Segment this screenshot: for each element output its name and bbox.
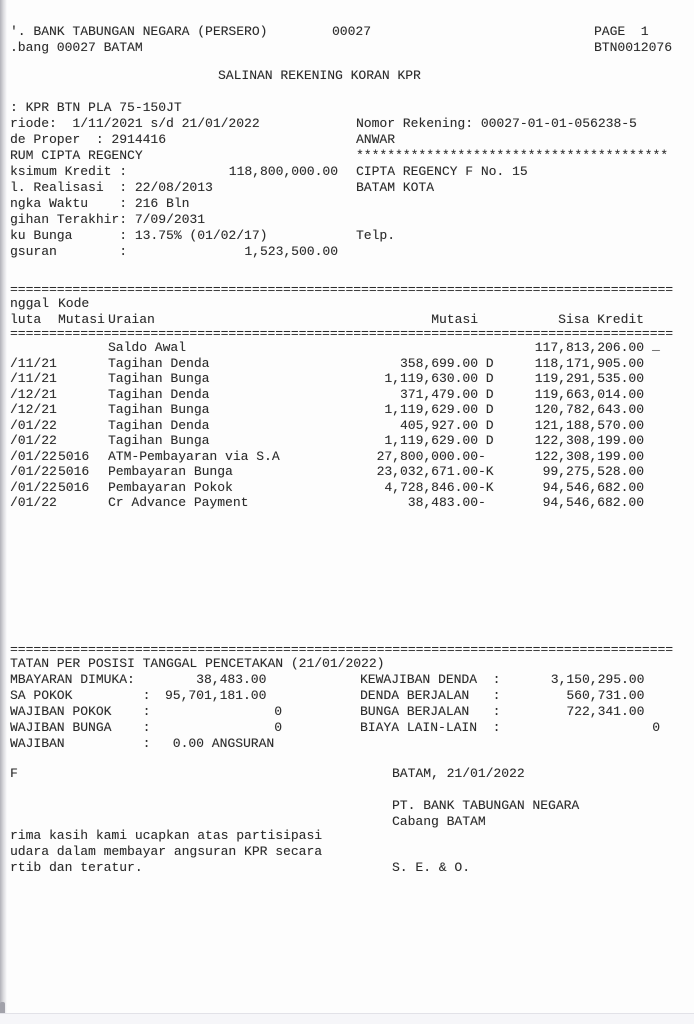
cell-kode (58, 418, 108, 434)
summary-right-label: BUNGA BERJALAN : (360, 704, 501, 719)
document-title: SALINAN REKENING KORAN KPR (218, 68, 421, 83)
table-header-row-1 (10, 296, 644, 312)
table-row (10, 495, 644, 511)
summary-row (10, 672, 684, 688)
table-row (10, 464, 644, 480)
summary-left-value: 95,701,181.00 (164, 688, 282, 703)
table-row (10, 449, 644, 465)
telp-label: Telp. (356, 228, 396, 243)
bank-name-line: '. BANK TABUNGAN NEGARA (PERSERO) (10, 24, 268, 39)
cell-uraian: Tagihan Denda (108, 386, 210, 402)
cell-sisa-kredit: 122,308,199.00 (534, 448, 644, 464)
summary-right-label: DENDA BERJALAN : (360, 688, 501, 703)
cell-dk: D (478, 386, 494, 402)
cell-kode: 5016 (58, 448, 90, 464)
summary-left-label: SA POKOK : (10, 688, 151, 703)
cell-dk: D (478, 417, 494, 433)
header-mutasi-amount: Mutasi (431, 312, 478, 327)
summary-right-value: 722,341.00 (566, 704, 660, 719)
cell-mutasi: 371,479.00 (399, 386, 478, 402)
header-valuta: luta (10, 312, 42, 327)
summary-row (10, 704, 684, 720)
thanks-line-2: udara dalam membayar angsuran KPR secara (10, 844, 323, 859)
angsuran-row (10, 244, 338, 260)
cell-dk: D (478, 371, 494, 386)
cell-sisa-kredit: 118,171,905.00 (534, 355, 644, 371)
cell-mutasi: 358,699.00 (399, 355, 478, 371)
table-row (10, 480, 644, 496)
scan-edge-artifact (0, 0, 7, 1024)
summary-row (10, 688, 684, 704)
address-line-1: CIPTA REGENCY F No. 15 (356, 164, 528, 179)
thanks-line-1: rima kasih kami ucapkan atas partisipasi (10, 828, 323, 843)
cell-sisa-kredit: 117,813,206.00 (534, 340, 644, 355)
table-row (10, 356, 644, 372)
maksimum-kredit-label: ksimum Kredit : (10, 164, 128, 179)
cell-sisa-kredit: 122,308,199.00 (534, 433, 644, 448)
cell-dk: -K (478, 464, 494, 479)
cell-dk (478, 340, 496, 356)
table-row (10, 418, 644, 434)
tagihan-terakhir-line: gihan Terakhir: 7/09/2031 (10, 212, 206, 227)
cell-kode: 5016 (58, 479, 90, 495)
cell-kode (58, 402, 108, 418)
cell-uraian: ATM-Pembayaran via S.A (108, 448, 280, 464)
cell-uraian: Tagihan Denda (108, 417, 210, 433)
account-number-line: Nomor Rekening: 00027-01-01-056238-5 (356, 116, 637, 131)
cell-kode (58, 340, 108, 356)
branch-code: 00027 (332, 24, 372, 39)
summary-right-label: KEWAJIBAN DENDA : (360, 672, 501, 687)
suku-bunga-line: ku Bunga : 13.75% (01/02/17) (10, 228, 268, 243)
summary-right-label (360, 736, 500, 752)
seo-label: S. E. & O. (392, 860, 471, 875)
cell-date: /01/22 (10, 495, 57, 510)
cell-sisa-kredit: 121,188,570.00 (534, 417, 644, 433)
loan-product-line: : KPR BTN PLA 75-150JT (10, 100, 182, 115)
paper-bottom-edge (0, 1013, 694, 1024)
summary-left-label: MBAYARAN DIMUKA: (10, 672, 135, 687)
table-row (10, 387, 644, 403)
branch-line: .bang 00027 BATAM (10, 40, 143, 55)
summary-right-value: 3,150,295.00 (550, 672, 660, 687)
summary-left-value: 0.00 ANGSURAN (172, 736, 282, 751)
summary-left-label: WAJIBAN BUNGA : (10, 720, 151, 735)
thanks-line-3: rtib dan teratur. (10, 860, 143, 875)
table-separator-header: ===================================================================================== (10, 326, 674, 341)
cell-kode (58, 356, 108, 372)
table-row (10, 433, 644, 449)
cell-dk: - (478, 448, 486, 464)
angsuran-label: gsuran : (10, 244, 128, 259)
address-line-2: BATAM KOTA (356, 180, 435, 195)
cell-mutasi: 405,927.00 (399, 417, 478, 433)
cell-mutasi: 23,032,671.00 (376, 464, 478, 479)
tgl-realisasi-line: l. Realisasi : 22/08/2013 (10, 180, 213, 195)
summary-left-label: WAJIBAN : (10, 736, 151, 751)
cell-kode (58, 495, 108, 511)
city-date-line: BATAM, 21/01/2022 (392, 766, 525, 781)
header-uraian: Uraian (108, 312, 155, 327)
header-tanggal: nggal (10, 296, 50, 311)
cell-uraian: Pembayaran Bunga (108, 464, 233, 479)
summary-right-value: 0 (652, 720, 660, 735)
summary-row (10, 720, 684, 736)
maksimum-kredit-value: 118,800,000.00 (228, 164, 338, 179)
transaction-rows (10, 340, 644, 511)
summary-row (10, 736, 684, 752)
cell-sisa-kredit: 94,546,682.00 (542, 495, 644, 510)
table-separator-top: ===================================================================================== (10, 282, 674, 297)
cell-sisa-kredit: 119,663,014.00 (534, 386, 644, 402)
cell-dk: D (478, 355, 494, 371)
signing-branch: Cabang BATAM (392, 814, 486, 829)
scan-underscore-artifact: _ (652, 338, 660, 353)
cell-mutasi: 4,728,846.00 (384, 479, 478, 495)
cell-sisa-kredit: 119,291,535.00 (534, 371, 644, 386)
perumahan-line: RUM CIPTA REGENCY (10, 148, 143, 163)
table-row (10, 340, 644, 356)
page-number: PAGE 1 (594, 24, 649, 39)
stars-separator: **************************************** (356, 148, 669, 163)
customer-name: ANWAR (356, 132, 396, 147)
jangka-waktu-line: ngka Waktu : 216 Bln (10, 196, 190, 211)
cell-mutasi: 1,119,629.00 (384, 402, 478, 417)
header-sisa-kredit: Sisa Kredit (558, 312, 644, 327)
cell-uraian: Pembayaran Pokok (108, 479, 233, 495)
summary-right-label: BIAYA LAIN-LAIN : (360, 720, 501, 735)
cell-kode (58, 387, 108, 403)
summary-left-value: 0 (274, 720, 282, 735)
cell-uraian: Cr Advance Payment (108, 495, 249, 510)
cell-date: /01/22 (10, 479, 57, 495)
summary-left-value: 38,483.00 (196, 672, 282, 687)
maksimum-kredit-row (10, 164, 338, 180)
ref-fragment: F (10, 766, 18, 781)
cell-dk: - (478, 495, 486, 510)
cell-dk: D (478, 433, 494, 448)
kode-proper-line: de Proper : 2914416 (10, 132, 167, 147)
summary-separator: ===================================================================================== (10, 642, 674, 657)
summary-rows (10, 672, 684, 752)
table-row (10, 402, 644, 418)
cell-kode: 5016 (58, 464, 90, 479)
summary-title: TATAN PER POSISI TANGGAL PENCETAKAN (21/01/2022) (10, 656, 385, 671)
cell-kode (58, 433, 108, 449)
document-code: BTN0012076 (594, 40, 673, 55)
cell-date: /11/21 (10, 355, 57, 371)
cell-mutasi: 38,483.00 (407, 495, 478, 510)
cell-date: /01/22 (10, 464, 57, 479)
cell-date: /01/22 (10, 448, 57, 464)
cell-dk: -K (478, 479, 494, 495)
cell-date (10, 340, 58, 356)
header-mutasi-kode: Mutasi (58, 312, 105, 327)
angsuran-value: 1,523,500.00 (244, 244, 338, 259)
cell-uraian: Tagihan Bunga (108, 433, 210, 448)
cell-sisa-kredit: 99,275,528.00 (542, 464, 644, 479)
header-kode: Kode (58, 296, 90, 311)
cell-uraian: Tagihan Bunga (108, 402, 210, 417)
cell-uraian: Tagihan Denda (108, 355, 210, 371)
table-row (10, 371, 644, 387)
cell-date: /12/21 (10, 386, 57, 402)
cell-mutasi: 1,119,630.00 (384, 371, 478, 386)
cell-mutasi: 1,119,629.00 (384, 433, 478, 448)
cell-uraian: Tagihan Bunga (108, 371, 210, 386)
cell-uraian: Saldo Awal (108, 340, 187, 355)
cell-date: /12/21 (10, 402, 57, 417)
cell-date: /01/22 (10, 433, 57, 448)
cell-date: /01/22 (10, 417, 57, 433)
cell-sisa-kredit: 120,782,643.00 (534, 402, 644, 417)
cell-mutasi (338, 340, 478, 356)
cell-kode (58, 371, 108, 387)
cell-date: /11/21 (10, 371, 57, 386)
cell-dk: D (478, 402, 494, 417)
summary-left-label: WAJIBAN POKOK : (10, 704, 151, 719)
summary-right-value: 560,731.00 (566, 688, 660, 703)
period-line: riode: 1/11/2021 s/d 21/01/2022 (10, 116, 260, 131)
cell-mutasi: 27,800,000.00 (376, 448, 478, 464)
summary-right-value (500, 736, 660, 752)
cell-sisa-kredit: 94,546,682.00 (542, 479, 644, 495)
signing-bank-name: PT. BANK TABUNGAN NEGARA (392, 798, 580, 813)
summary-left-value: 0 (274, 704, 282, 719)
